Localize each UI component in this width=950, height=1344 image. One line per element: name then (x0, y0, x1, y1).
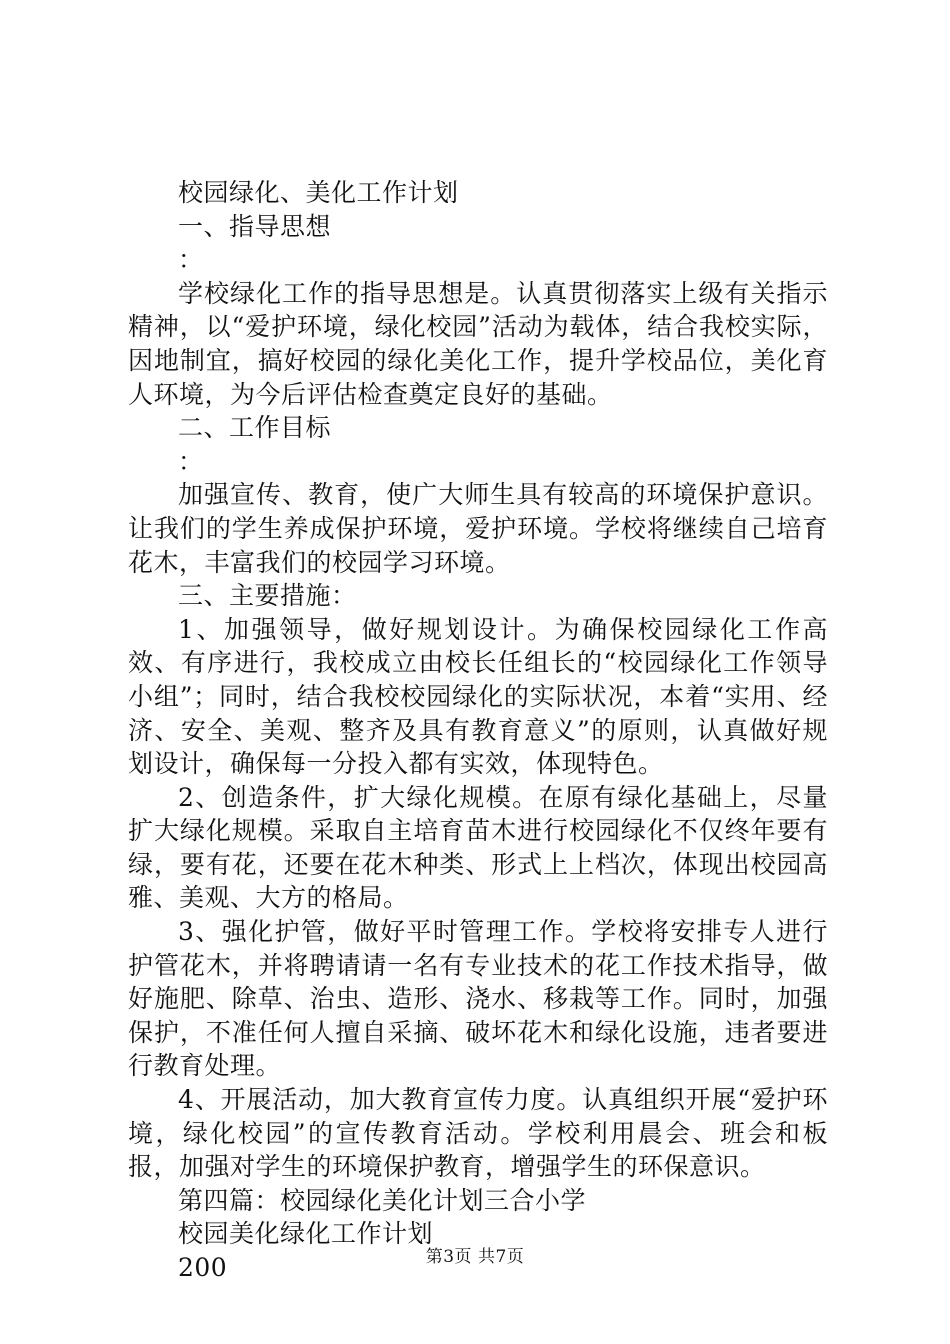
chapter-fragment: 200 (178, 1253, 228, 1282)
paragraph-measure-3: 3、强化护管，做好平时管理工作。学校将安排专人进行护管花木，并将聘请请一名有专业技术的花工作技术指导，做好施肥、除草、治虫、造形、浇水、移栽等工作。同时，加强保护，不准任何人擅自采摘、破坏花木和绿化设施，违者要进行教育处理。 (128, 917, 828, 1081)
document-body (128, 176, 828, 1285)
section-colon: ： (178, 245, 204, 275)
paragraph-work-goals: 加强宣传、教育，使广大师生具有较高的环境保护意识。让我们的学生养成保护环境，爱护环境。学校将继续自己培育花木，丰富我们的校园学习环境。 (128, 480, 828, 577)
paragraph-measure-2: 2、创造条件，扩大绿化规模。在原有绿化基础上，尽量扩大绿化规模。采取自主培育苗木进行校园绿化不仅终年要有绿，要有花，还要在花木种类、形式上上档次，体现出校园高雅、美观、大方的格局。 (128, 782, 828, 913)
paragraph-guiding-thought: 学校绿化工作的指导思想是。认真贯彻落实上级有关指示精神，以“爱护环境，绿化校园”活动为载体，结合我校实际，因地制宜，搞好校园的绿化美化工作，提升学校品位，美化育人环境，为今后评估检查奠定良好的基础。 (128, 278, 828, 409)
paragraph-measure-4: 4、开展活动，加大教育宣传力度。认真组织开展“爱护环境，绿化校园”的宣传教育活动。学校利用晨会、班会和板报，加强对学生的环境保护教育，增强学生的环保意识。 (128, 1085, 828, 1182)
document-title: 校园绿化、美化工作计划 (178, 178, 459, 207)
paragraph-measure-1: 1、加强领导，做好规划设计。为确保校园绿化工作高效、有序进行，我校成立由校长任组长的“校园绿化工作领导小组”；同时，结合我校校园绿化的实际状况，本着“实用、经济、安全、美观、整齐及具有教育意义”的原则，认真做好规划设计，确保每一分投入都有实效，体现特色。 (128, 614, 828, 779)
chapter-heading: 第四篇：校园绿化美化计划三合小学 (178, 1185, 587, 1215)
section-colon: ： (178, 446, 204, 476)
chapter-subtitle: 校园美化绿化工作计划 (178, 1219, 434, 1249)
section-heading-work-goals: 二、工作目标 (178, 413, 332, 443)
page-number-footer: 第3页 共7页 (425, 1247, 525, 1267)
section-heading-main-measures: 三、主要措施： (178, 581, 357, 611)
section-heading-guiding-thought: 一、指导思想 (178, 211, 332, 241)
